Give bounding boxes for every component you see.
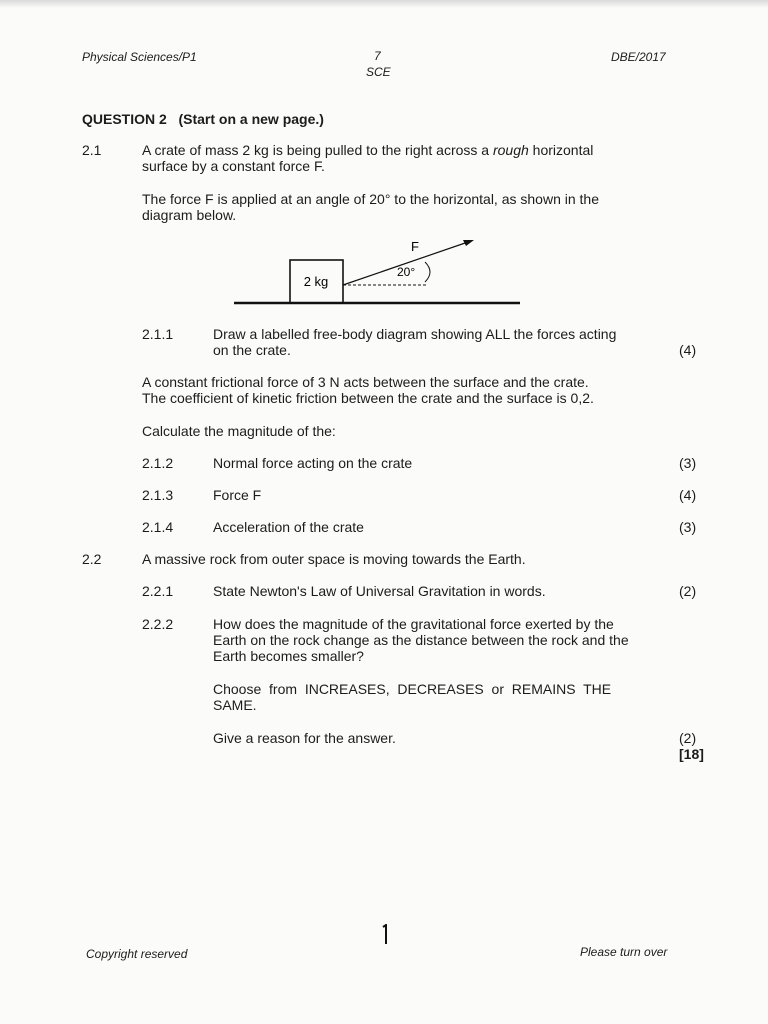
q2-1-3-number: 2.1.3: [142, 487, 174, 503]
crate-label: 2 kg: [303, 274, 329, 289]
q2-1-1-line2: on the crate.: [213, 342, 291, 358]
handwritten-tick-mark: [378, 924, 392, 946]
header-subject: Physical Sciences/P1: [82, 50, 197, 64]
question-instruction: (Start on a new page.): [178, 111, 324, 127]
q2-1-para2-line1: The force F is applied at an angle of 20° to the horizontal, as shown in the: [142, 191, 599, 207]
q2-2-text: A massive rock from outer space is moving towards the Earth.: [142, 551, 526, 567]
footer-copyright: Copyright reserved: [86, 947, 188, 961]
q2-1-1-line1: Draw a labelled free-body diagram showing ALL the forces acting: [213, 326, 617, 342]
angle-label: 20°: [397, 265, 416, 279]
q2-2-2-line3: Earth becomes smaller?: [213, 648, 364, 664]
scan-edge: [0, 0, 768, 8]
q2-2-2-choose-line2: SAME.: [213, 697, 257, 713]
friction-line1: A constant frictional force of 3 N acts between the surface and the crate.: [142, 374, 589, 390]
q2-1-number: 2.1: [82, 142, 102, 158]
q2-2-1-marks: (2): [679, 583, 697, 599]
q2-2-2-reason: Give a reason for the answer.: [213, 730, 396, 746]
q2-2-2-line2: Earth on the rock change as the distance between the rock and the: [213, 632, 629, 648]
q2-1-line1-pre: A crate of mass 2 kg is being pulled to the right across a: [142, 142, 493, 158]
q2-1-line1-post: horizontal: [528, 142, 594, 158]
q2-1-3-marks: (4): [679, 487, 697, 503]
footer-turn-over: Please turn over: [580, 945, 668, 959]
q2-2-1-text: State Newton's Law of Universal Gravitation in words.: [213, 583, 546, 599]
q2-1-4-marks: (3): [679, 519, 697, 535]
q2-2-1-number: 2.2.1: [142, 583, 174, 599]
q2-1-2-number: 2.1.2: [142, 455, 174, 471]
angle-arc: [425, 262, 430, 282]
q2-2-2-choose-line1: Choose from INCREASES, DECREASES or REMAINS THE: [213, 681, 612, 697]
q2-1-line2: surface by a constant force F.: [142, 158, 325, 174]
force-diagram: [230, 232, 530, 312]
q2-1-2-text: Normal force acting on the crate: [213, 455, 413, 471]
q2-1-4-number: 2.1.4: [142, 519, 174, 535]
q2-2-number: 2.2: [82, 551, 102, 567]
q2-1-line1: [142, 142, 593, 158]
q2-2-2-line1: How does the magnitude of the gravitational force exerted by the: [213, 616, 614, 632]
force-label: F: [411, 239, 419, 254]
q2-1-2-marks: (3): [679, 455, 697, 471]
header-sub: SCE: [366, 65, 391, 79]
q2-1-3-text: Force F: [213, 487, 262, 503]
header-right: DBE/2017: [611, 50, 666, 64]
calc-intro: Calculate the magnitude of the:: [142, 423, 336, 439]
q2-1-para2-line2: diagram below.: [142, 207, 237, 223]
question-number: QUESTION 2: [82, 111, 167, 127]
q2-2-2-marks: (2): [679, 730, 697, 746]
force-arrow-head: [463, 240, 474, 246]
q2-1-1-number: 2.1.1: [142, 326, 174, 342]
q2-1-1-marks: (4): [679, 342, 697, 358]
q2-2-2-number: 2.2.2: [142, 616, 174, 632]
q2-1-4-text: Acceleration of the crate: [213, 519, 364, 535]
q2-1-line1-emphasis: rough: [492, 142, 529, 158]
question-total-marks: [18]: [679, 746, 704, 762]
question-title: [82, 111, 324, 127]
friction-line2: The coefficient of kinetic friction between the crate and the surface is 0,2.: [142, 390, 594, 406]
header-page-number: 7: [374, 49, 381, 63]
